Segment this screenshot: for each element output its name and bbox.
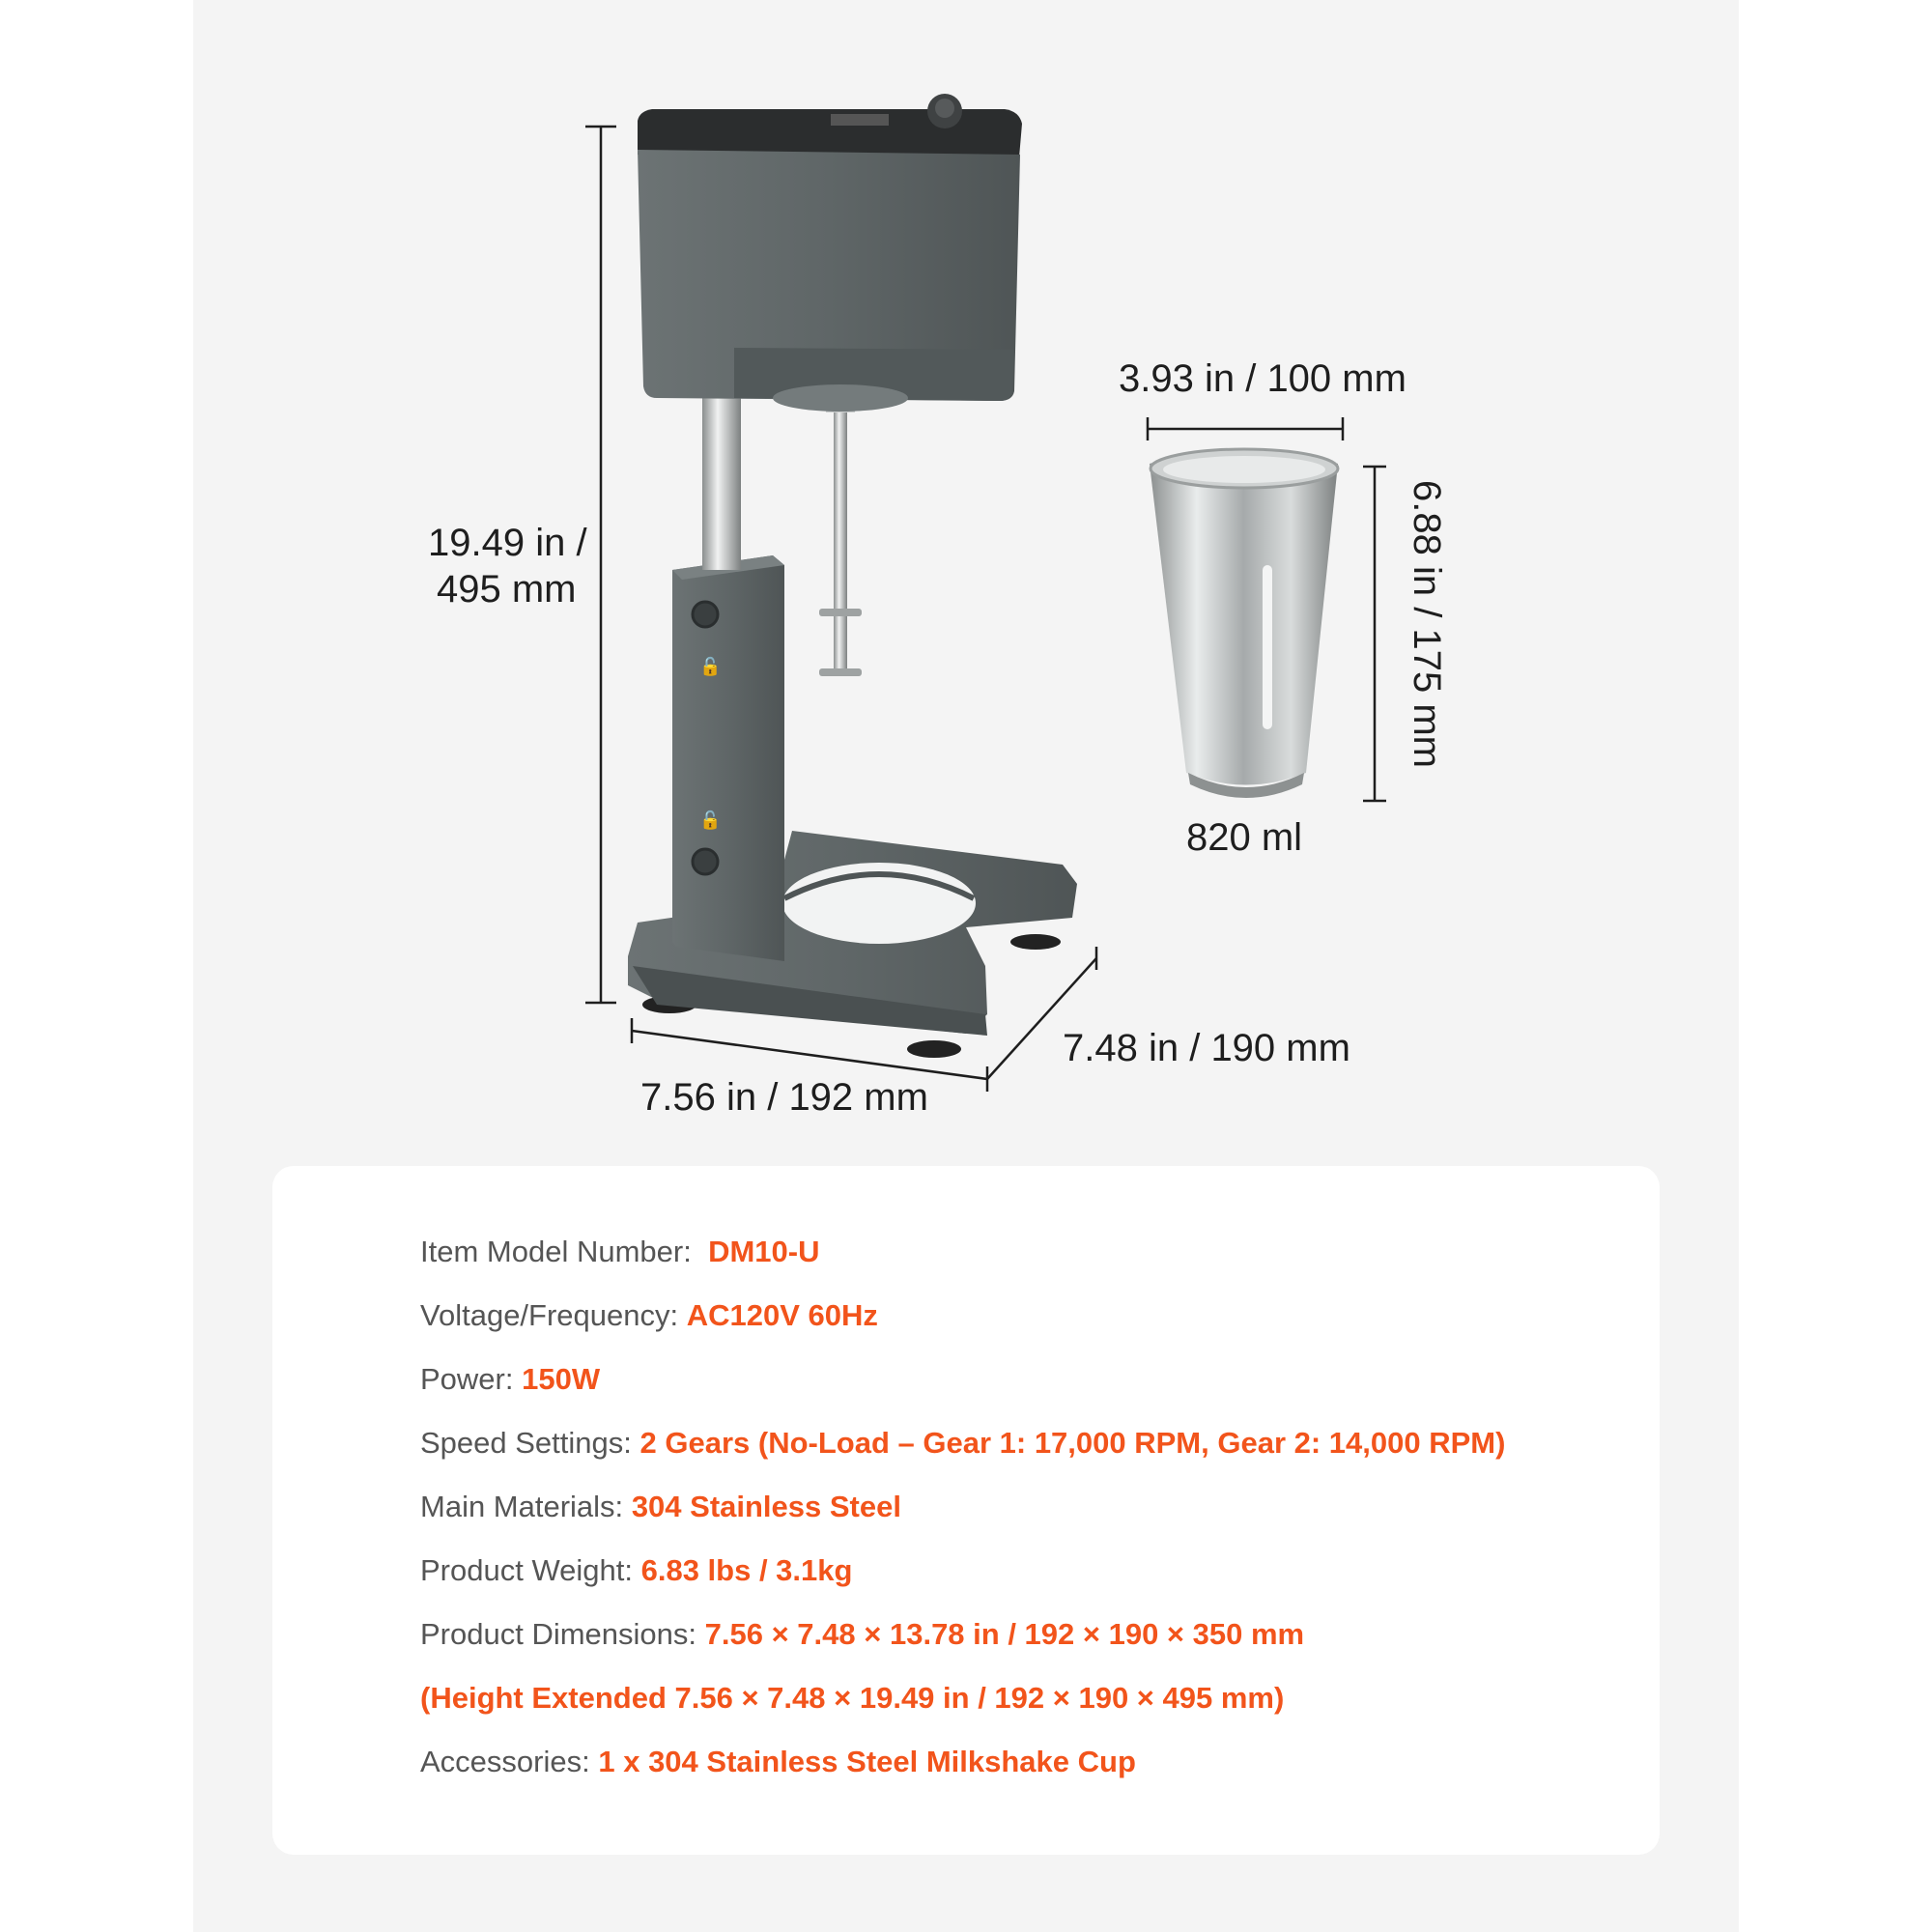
spec-power [420,1360,600,1399]
cup-height-dimension-line [1363,467,1386,801]
spec-materials-value: 304 Stainless Steel [631,1490,901,1523]
spec-voltage-value: AC120V 60Hz [686,1298,878,1332]
spindle-shaft [834,406,847,676]
spec-speed [420,1424,1505,1463]
spec-weight-value: 6.83 lbs / 3.1kg [640,1553,853,1587]
spec-dimensions-value: 7.56 × 7.48 × 13.78 in / 192 × 190 × 350 mm [704,1617,1305,1651]
spec-accessories [420,1743,1136,1781]
cup-height-label: 6.88 in / 175 mm [1405,480,1448,768]
height-label-line1: 19.49 in / [428,522,587,564]
svg-text:🔓: 🔓 [699,810,722,831]
spec-materials [420,1488,901,1526]
spec-voltage-label: Voltage/Frequency: [420,1298,679,1332]
spec-height-extended-value: (Height Extended 7.56 × 7.48 × 19.49 in / 192 × 190 × 495 mm) [420,1681,1285,1715]
spec-speed-label: Speed Settings: [420,1426,632,1460]
cup-capacity-label: 820 ml [1186,816,1303,859]
spec-accessories-label: Accessories: [420,1745,590,1778]
height-dimension-line [585,127,616,1003]
spec-dimensions [420,1615,1304,1654]
spec-power-label: Power: [420,1362,514,1396]
spec-weight-label: Product Weight: [420,1553,633,1587]
spec-weight [420,1551,852,1590]
spec-speed-value: 2 Gears (No-Load – Gear 1: 17,000 RPM, Gear 2: 14,000 RPM) [639,1426,1506,1460]
width-label: 7.56 in / 192 mm [640,1076,928,1119]
cup-diameter-label: 3.93 in / 100 mm [1119,357,1406,400]
motor-head [638,94,1022,412]
mixer-column [672,555,784,961]
milkshake-cup [1150,449,1338,798]
svg-text:🔓: 🔓 [699,657,722,677]
height-label-line2: 495 mm [437,568,577,611]
cup-width-dimension-line [1148,417,1343,440]
depth-label: 7.48 in / 190 mm [1063,1027,1350,1069]
spec-power-value: 150W [522,1362,601,1396]
spec-model-value: DM10-U [708,1235,820,1268]
spec-accessories-value: 1 x 304 Stainless Steel Milkshake Cup [598,1745,1136,1778]
spec-materials-label: Main Materials: [420,1490,624,1523]
spec-dimensions-label: Product Dimensions: [420,1617,697,1651]
spec-model [420,1233,819,1271]
spec-voltage [420,1296,878,1335]
spec-model-label: Item Model Number: [420,1235,692,1268]
support-rod [702,377,741,570]
spec-height-extended [420,1679,1284,1718]
